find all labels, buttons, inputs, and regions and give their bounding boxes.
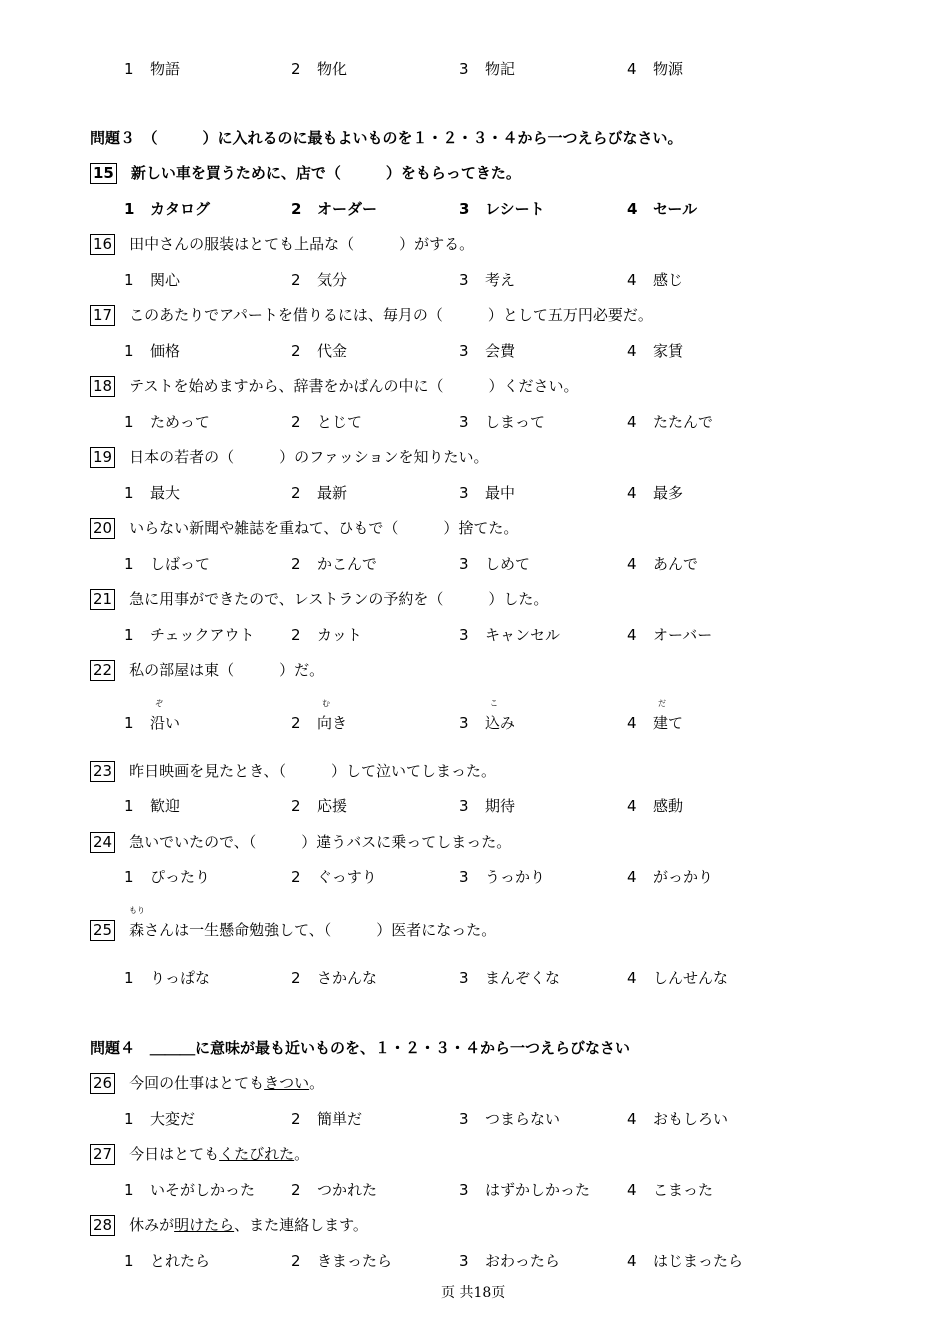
option-3[interactable]: 3 会費 [459, 342, 516, 360]
option-2[interactable]: 2 つかれた [291, 1181, 378, 1199]
option-4[interactable]: 4 オーバー [627, 626, 713, 644]
option-2[interactable]: 2 最新 [291, 484, 348, 502]
question-15: 15 新しい車を買うために、店で（ ）をもらってきた。 [90, 162, 521, 184]
option-1[interactable]: 1 最大 [124, 484, 181, 502]
question-18: 18 テストを始めますから、辞書をかばんの中に（ ）ください。 [90, 375, 579, 397]
option-1[interactable]: 1 いそがしかった [124, 1181, 256, 1199]
section-4-heading: 問題４ ＿＿＿に意味が最も近いものを、１・２・３・４から一つえらびなさい [90, 1039, 631, 1057]
question-27: 27 今日はとてもくたびれた。 [90, 1143, 309, 1165]
question-20: 20 いらない新聞や雑誌を重ねて、ひもで（ ）捨てた。 [90, 517, 518, 539]
option-3[interactable]: 3 はずかしかった [459, 1181, 591, 1199]
question-24: 24 急いでいたので、（ ）違うバスに乗ってしまった。 [90, 831, 511, 853]
option-1[interactable]: 1 関心 [124, 271, 181, 289]
option-4[interactable]: 4 がっかり [627, 868, 714, 886]
option-1[interactable]: 1 りっぱな [124, 969, 211, 987]
option-3[interactable]: 3 キャンセル [459, 626, 561, 644]
option-4[interactable]: 4 はじまったら [627, 1252, 744, 1270]
option-4[interactable]: 4 あんで [627, 555, 699, 573]
option-2[interactable]: 2 向き [291, 714, 348, 732]
option-2[interactable]: 2 さかんな [291, 969, 378, 987]
option-4[interactable]: 4 セール [627, 200, 698, 218]
option-3[interactable]: 3 しめて [459, 555, 531, 573]
option-4[interactable]: 4 最多 [627, 484, 684, 502]
option-1[interactable]: 1 沿い [124, 714, 181, 732]
option-2[interactable]: 2 応援 [291, 797, 348, 815]
furigana: ぞ [155, 699, 163, 708]
option-4[interactable]: 4 こまった [627, 1181, 714, 1199]
question-19: 19 日本の若者の（ ）のファッションを知りたい。 [90, 446, 489, 468]
option-2[interactable]: 2 簡単だ [291, 1110, 363, 1128]
option-3[interactable]: 3 おわったら [459, 1252, 560, 1270]
furigana: もり [129, 906, 145, 915]
underlined-word: きつい [264, 1074, 310, 1092]
option-3[interactable]: 3 しまって [459, 413, 546, 431]
option-1[interactable]: 1 チェックアウト [124, 626, 255, 644]
option-1[interactable]: 1 価格 [124, 342, 181, 360]
question-23: 23 昨日映画を見たとき、（ ）して泣いてしまった。 [90, 760, 496, 782]
question-28: 28 休みが明けたら、また連絡します。 [90, 1214, 368, 1236]
option-1[interactable]: 1 とれたら [124, 1252, 211, 1270]
option-3[interactable]: 3 最中 [459, 484, 516, 502]
option-3[interactable]: 3 まんぞくな [459, 969, 561, 987]
option-4[interactable]: 4 おもしろい [627, 1110, 729, 1128]
option-2[interactable]: 2 ぐっすり [291, 868, 377, 886]
option-3[interactable]: 3 込み [459, 714, 516, 732]
option-2[interactable]: 2 かこんで [291, 555, 378, 573]
question-26: 26 今回の仕事はとてもきつい。 [90, 1072, 324, 1094]
option-4[interactable]: 4 家賃 [627, 342, 684, 360]
question-25: 25 森さんは一生懸命勉強して、（ ）医者になった。 [90, 919, 496, 941]
option-3[interactable]: 3 うっかり [459, 868, 546, 886]
furigana: こ [490, 699, 498, 708]
page-footer: 页 共18页 [441, 1285, 506, 1301]
option-2[interactable]: 2 代金 [291, 342, 348, 360]
option-2[interactable]: 2 とじて [291, 413, 363, 431]
option-4[interactable]: 4 物源 [627, 60, 684, 78]
option-1[interactable]: 1 大変だ [124, 1110, 196, 1128]
option-4[interactable]: 4 しんせんな [627, 969, 729, 987]
furigana: だ [658, 699, 666, 708]
furigana: む [322, 699, 330, 708]
option-4[interactable]: 4 感動 [627, 797, 684, 815]
option-1[interactable]: 1 歓迎 [124, 797, 181, 815]
option-3[interactable]: 3 レシート [459, 200, 545, 218]
option-1[interactable]: 1 カタログ [124, 200, 211, 218]
question-17: 17 このあたりでアパートを借りるには、毎月の（ ）として五万円必要だ。 [90, 304, 653, 326]
option-4[interactable]: 4 建て [627, 714, 684, 732]
option-2[interactable]: 2 物化 [291, 60, 348, 78]
option-2[interactable]: 2 気分 [291, 271, 348, 289]
option-2[interactable]: 2 オーダー [291, 200, 378, 218]
option-1[interactable]: 1 しばって [124, 555, 211, 573]
question-22: 22 私の部屋は東（ ）だ。 [90, 659, 324, 681]
option-4[interactable]: 4 感じ [627, 271, 684, 289]
option-1[interactable]: 1 ぴったり [124, 868, 211, 886]
option-3[interactable]: 3 つまらない [459, 1110, 561, 1128]
section-3-heading: 問題３ （ ）に入れるのに最もよいものを１・２・３・４から一つえらびなさい。 [90, 129, 683, 147]
option-1[interactable]: 1 物語 [124, 60, 181, 78]
option-2[interactable]: 2 カット [291, 626, 362, 644]
option-4[interactable]: 4 たたんで [627, 413, 714, 431]
option-3[interactable]: 3 期待 [459, 797, 516, 815]
option-3[interactable]: 3 物記 [459, 60, 516, 78]
underlined-word: くたびれた [219, 1145, 295, 1163]
option-1[interactable]: 1 ためって [124, 413, 210, 431]
question-21: 21 急に用事ができたので、レストランの予約を（ ）した。 [90, 588, 548, 610]
question-16: 16 田中さんの服装はとても上品な（ ）がする。 [90, 233, 474, 255]
underlined-word: 明けたら [174, 1216, 235, 1234]
option-2[interactable]: 2 きまったら [291, 1252, 393, 1270]
option-3[interactable]: 3 考え [459, 271, 516, 289]
